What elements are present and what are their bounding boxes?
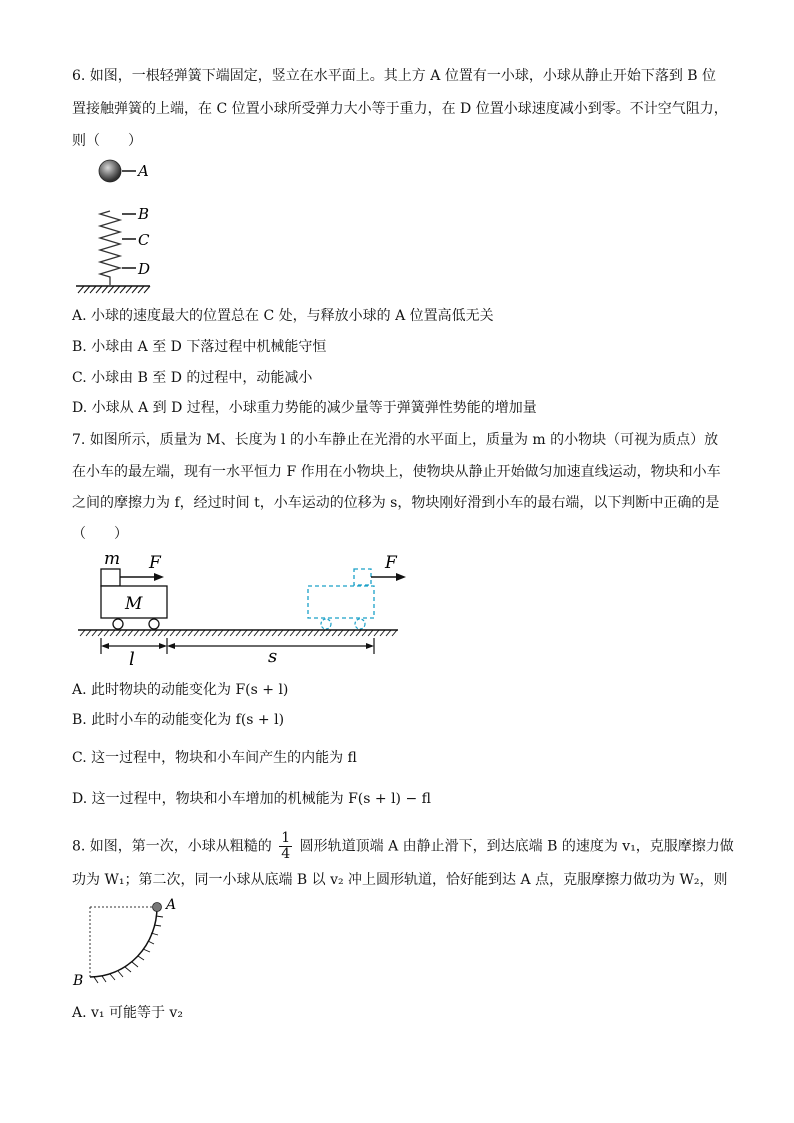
spring — [100, 211, 120, 285]
quarter-arc-track — [90, 907, 157, 977]
dimension-lines — [101, 638, 374, 654]
q6-spring-figure — [70, 150, 180, 300]
quarter-fraction — [279, 831, 292, 862]
ground-hatch — [80, 630, 397, 636]
block-m — [101, 569, 120, 586]
q6-line-3: 则（ ） — [72, 133, 142, 149]
q6-option-b[interactable]: B. 小球由 A 至 D 下落过程中机械能守恒 — [72, 339, 327, 355]
ball — [153, 903, 162, 912]
q7-option-a[interactable]: A. 此时物块的动能变化为 F(s + l) — [72, 682, 289, 698]
ground-hatch — [78, 286, 150, 293]
block-m-dashed — [354, 569, 371, 585]
label-d: D — [138, 260, 151, 278]
wheel-right — [149, 619, 159, 629]
q8-line-1-pre: 8. 如图，第一次，小球从粗糙的 — [72, 838, 272, 855]
label-b: B — [73, 973, 84, 989]
label-b: B — [138, 205, 150, 223]
label-f1: F — [149, 553, 161, 573]
q8-line-2: 功为 W₁；第二次，同一小球从底端 B 以 v₂ 冲上圆形轨道，恰好能到达 A 点，克服摩擦力做功为 W₂，则 — [72, 872, 728, 888]
fraction-denominator: 4 — [281, 846, 291, 862]
q7-cart-figure — [72, 546, 412, 670]
q7-option-b[interactable]: B. 此时小车的动能变化为 f(s + l) — [72, 712, 285, 728]
q8-line-1-post: 圆形轨道顶端 A 由静止滑下，到达底端 B 的速度为 v₁，克服摩擦力做 — [299, 838, 734, 855]
q6-option-c[interactable]: C. 小球由 B 至 D 的过程中，动能减小 — [72, 370, 313, 386]
cart-dashed — [308, 586, 374, 618]
fraction-numerator: 1 — [281, 830, 291, 846]
wheel-left — [113, 619, 123, 629]
q7-option-c[interactable]: C. 这一过程中，物块和小车间产生的内能为 fl — [72, 750, 357, 766]
q8-track-figure — [70, 892, 190, 992]
label-a: A — [166, 897, 177, 913]
label-big-m: M — [125, 594, 143, 614]
q6-line-2: 置接触弹簧的上端，在 C 位置小球所受弹力大小等于重力，在 D 位置小球速度减小到零。不计空气阻力， — [72, 101, 728, 117]
label-s: s — [268, 646, 278, 667]
q7-line-2: 在小车的最左端，现有一水平恒力 F 作用在小物块上，使物块从静止开始做匀加速直线运动，物块和小车 — [72, 464, 721, 480]
label-f2: F — [385, 553, 397, 573]
q7-line-4: （ ） — [72, 526, 128, 542]
q8-line-1 — [72, 831, 734, 862]
label-a: A — [138, 162, 149, 180]
label-c: C — [138, 231, 150, 249]
label-m: m — [104, 549, 121, 569]
wheel-dashed-left — [321, 619, 331, 629]
ball — [99, 160, 121, 182]
q8-option-a[interactable]: A. v₁ 可能等于 v₂ — [72, 1005, 183, 1021]
q7-line-1: 7. 如图所示，质量为 M、长度为 l 的小车静止在光滑的水平面上，质量为 m 的小物块（可视为质点）放 — [72, 432, 719, 448]
label-l: l — [129, 649, 135, 670]
q7-option-d[interactable]: D. 这一过程中，物块和小车增加的机械能为 F(s + l) − fl — [72, 791, 431, 807]
q7-line-3: 之间的摩擦力为 f，经过时间 t，小车运动的位移为 s，物块刚好滑到小车的最右端，以下判断中正确的是 — [72, 495, 720, 511]
q6-option-d[interactable]: D. 小球从 A 到 D 过程，小球重力势能的减少量等于弹簧弹性势能的增加量 — [72, 400, 537, 416]
q6-option-a[interactable]: A. 小球的速度最大的位置总在 C 处，与释放小球的 A 位置高低无关 — [72, 308, 494, 324]
track-hatch — [94, 916, 163, 983]
q6-line-1: 6. 如图，一根轻弹簧下端固定，竖立在水平面上。其上方 A 位置有一小球，小球从静止开始下落到 B 位 — [72, 68, 717, 84]
wheel-dashed-right — [355, 619, 365, 629]
